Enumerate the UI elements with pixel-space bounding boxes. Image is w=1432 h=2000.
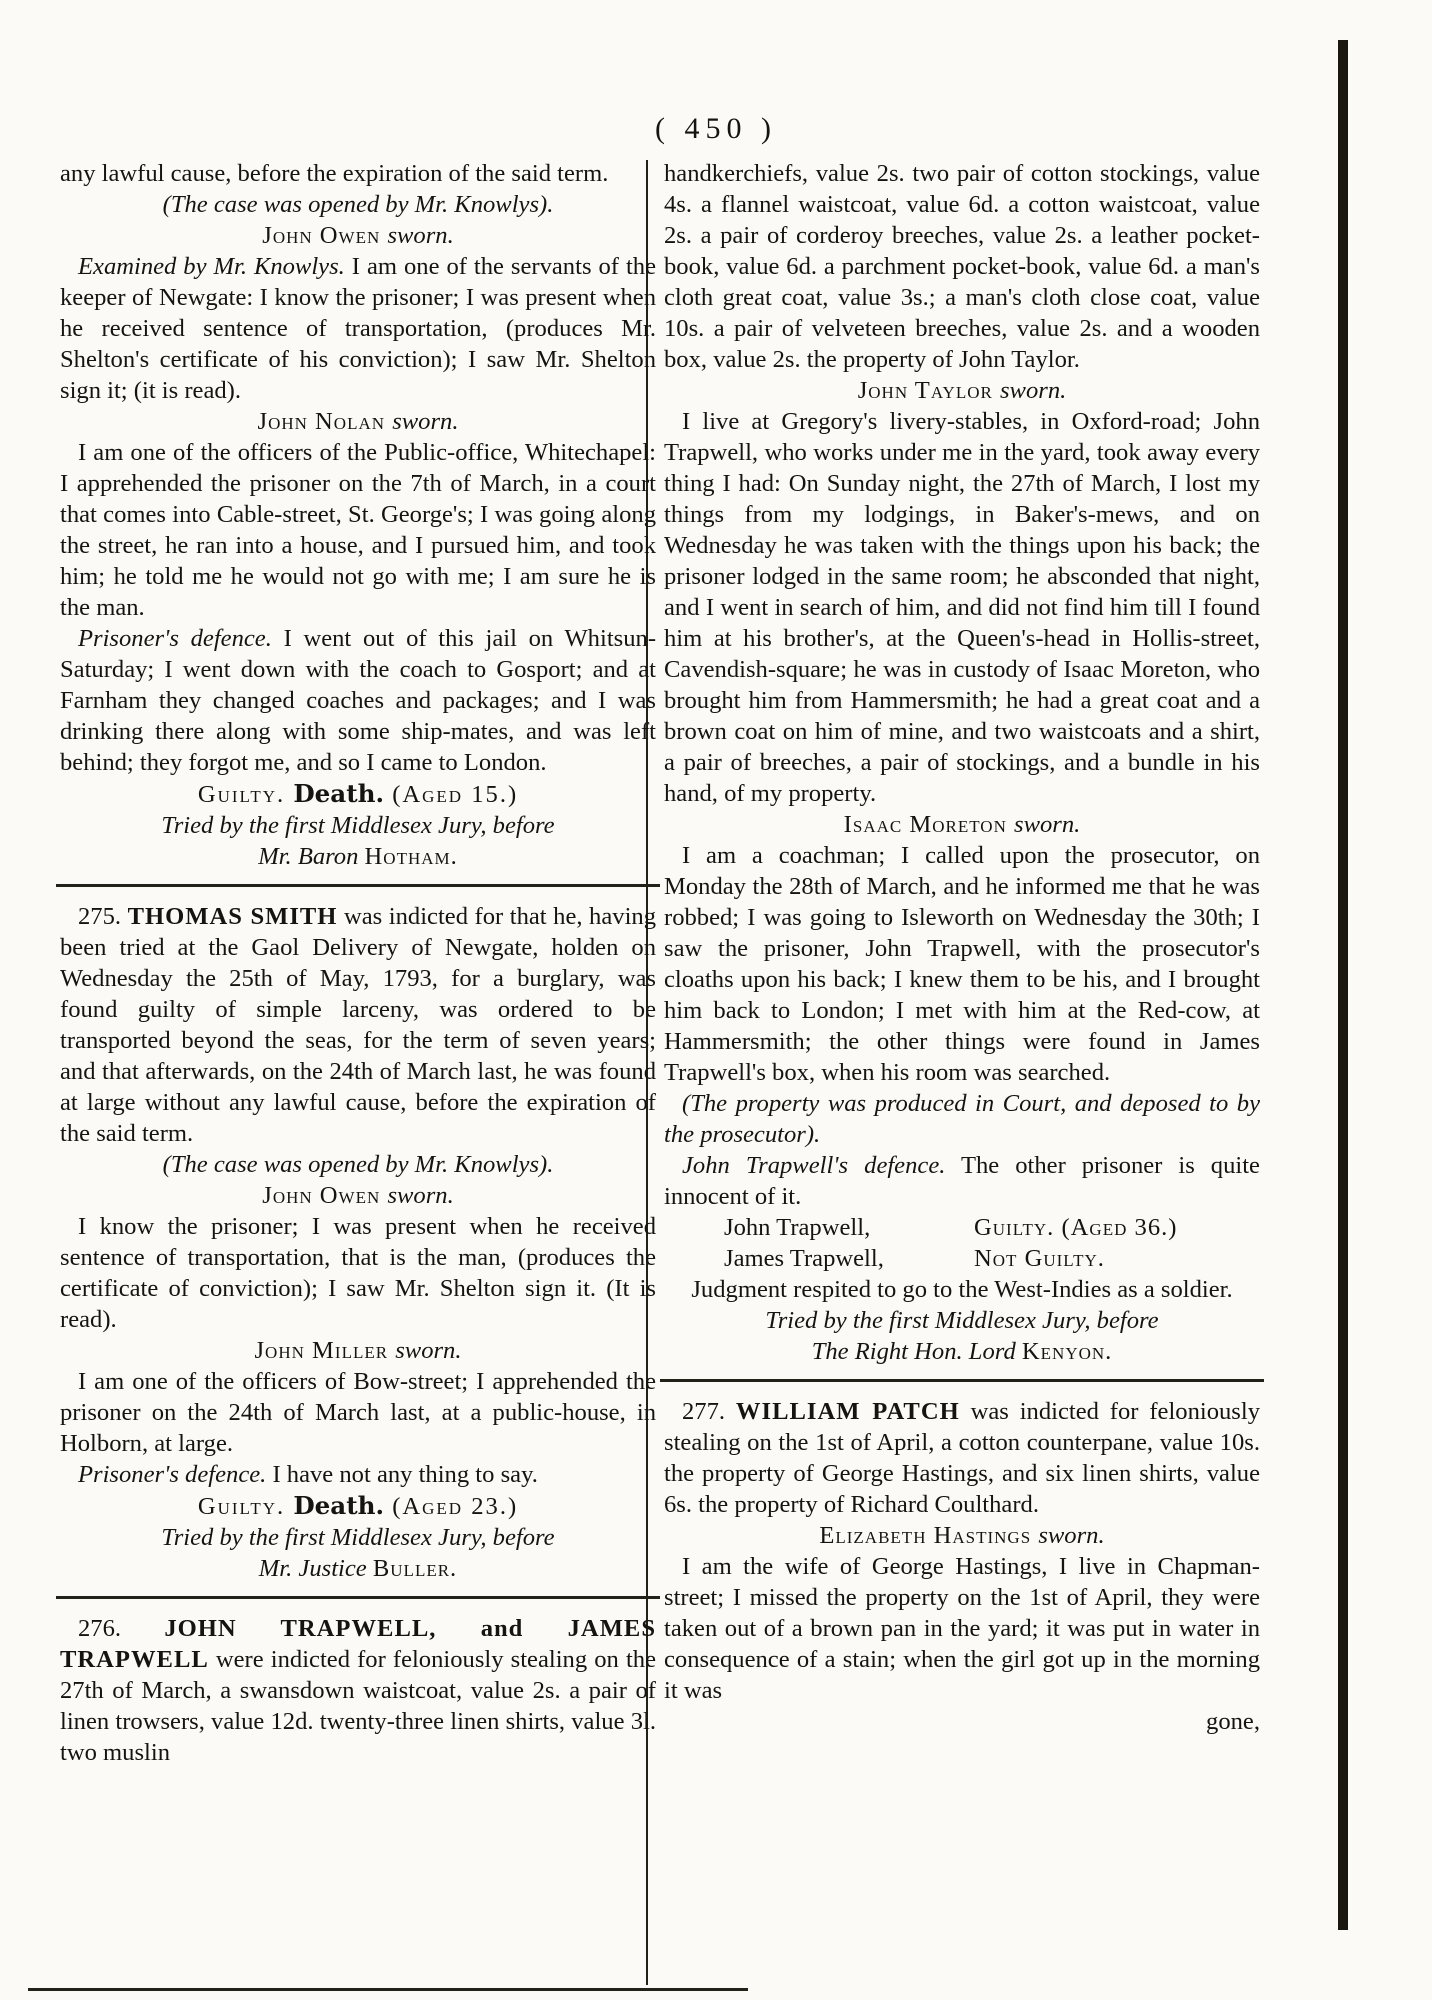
judge-name: Kenyon. [1021, 1338, 1113, 1365]
catchword: gone, [1206, 1708, 1260, 1735]
age: (Aged 23.) [392, 1493, 519, 1520]
witness-heading [664, 809, 1260, 840]
witness-heading [60, 1335, 656, 1366]
judge-line [664, 1336, 1260, 1367]
defendant-name: James Trapwell, [724, 1245, 884, 1272]
witness-name: John Owen [262, 222, 381, 249]
judge-name: Buller. [372, 1555, 458, 1582]
continuation-text: handkerchiefs, value 2s. two pair of cotton stockings, value 4s. a flannel waistcoat, value 6d. a cotton waistcoat, value 2s. a pair of corderoy breeches, value 2s. a leather pocket-book, value 6d. a parchment pocket-book, value 6d. a man's cloth great coat, value 3s.; a man's cloth close coat, value 10s. a pair of velveteen breeches, value 2s. and a wooden box, value 2s. the property of John Taylor. [664, 160, 1260, 373]
examined-label: Examined by Mr. Knowlys. [78, 253, 345, 280]
bottom-rule [28, 1988, 748, 1991]
case-number: 276. [78, 1615, 122, 1642]
defence-label: John Trapwell's defence. [682, 1152, 946, 1179]
sworn-label: sworn. [387, 222, 454, 249]
testimony-text: I know the prisoner; I was present when he received sentence of transportation, that is the man, (produces the certificate of conviction); I saw Mr. Shelton sign it. (It is read). [60, 1213, 656, 1333]
sworn-label: sworn. [1014, 811, 1081, 838]
verdict: Guilty. [197, 781, 286, 808]
case-divider [56, 1596, 660, 1599]
testimony-text: I am one of the officers of Bow-street; I apprehended the prisoner on the 24th of March last, at a public-house, in Holborn, at large. [60, 1368, 656, 1457]
defence [60, 1459, 656, 1490]
testimony-text: I am one of the servants of the keeper of Newgate: I know the prisoner; I was present when he received sentence of transportation, (produces Mr. Shelton's certificate of his conviction); I saw Mr. Shelton sign it; (it is read). [60, 253, 656, 404]
defence-text: I went out of this jail on Whitsun-Saturday; I went down with the coach to Gosport; and at Farnham they changed coaches and packages; and I was drinking there along with some ship-mates, and was left behind; they forgot me, and so I came to London. [60, 625, 657, 776]
verdict: Guilty. [197, 1493, 286, 1520]
witness-name: Isaac Moreton [843, 811, 1007, 838]
verdict-line [60, 778, 656, 810]
witness-name: John Nolan [257, 408, 386, 435]
defendant-name: JOHN TRAPWELL, and JAMES TRAPWELL [60, 1615, 656, 1673]
judge-prefix: Mr. Baron [258, 843, 359, 870]
judgment-text: Judgment respited to go to the West-Indies as a soldier. [691, 1276, 1233, 1303]
right-column [664, 158, 1260, 1737]
defence-label: Prisoner's defence. [78, 625, 272, 652]
page-number: ( 450 ) [655, 112, 777, 145]
judge-prefix: The Right Hon. Lord [811, 1338, 1016, 1365]
sworn-label: sworn. [387, 1182, 454, 1209]
property-note: (The property was produced in Court, and deposed to by the prosecutor). [664, 1090, 1260, 1148]
judge-prefix: Mr. Justice [258, 1555, 367, 1582]
verdict: Not Guilty. [974, 1245, 1105, 1272]
sworn-label: sworn. [395, 1337, 462, 1364]
testimony-text: I live at Gregory's livery-stables, in Oxford-road; John Trapwell, who works under me in the yard, took away every thing I had: On Sunday night, the 27th of March, I lost my things from my lodgings, in Baker's-mews, and on Wednesday he was taken with the things upon his back; the prisoner lodged in the same room; he absconded that night, and I went in search of him, and did not find him till I found him at his brother's, at the Queen's-head in Hollis-street, Cavendish-square; he was in custody of Isaac Moreton, who brought him from Hammersmith; he had a great coat and a brown coat on him of mine, and two waistcoats and a shirt, a pair of breeches, a pair of stockings, and a bundle in his hand, of my property. [664, 408, 1260, 807]
defendant-name: John Trapwell, [724, 1214, 871, 1241]
witness-heading [664, 1520, 1260, 1551]
defence-label: Prisoner's defence. [78, 1461, 267, 1488]
defence [60, 623, 656, 778]
binding-edge [1338, 40, 1348, 1930]
witness-heading [60, 220, 656, 251]
age: (Aged 15.) [392, 781, 519, 808]
witness-heading [664, 375, 1260, 406]
verdict-table [664, 1212, 1260, 1274]
case-number: 277. [682, 1398, 726, 1425]
defence [664, 1150, 1260, 1212]
tried-by: Tried by the first Middlesex Jury, before [161, 812, 555, 839]
case-divider [660, 1379, 1264, 1382]
defendant-name: THOMAS SMITH [127, 903, 338, 930]
witness-heading [60, 1180, 656, 1211]
testimony-text: I am a coachman; I called upon the prosecutor, on Monday the 28th of March, and he informed me that he was robbed; I was going to Isleworth on Wednesday the 30th; I saw the prisoner, John Trapwell, with the prosecutor's cloaths upon his back; I knew them to be his, and I brought him back to London; I met with him at the Red-cow, at Hammersmith; the other things were found in James Trapwell's box, when his room was searched. [664, 842, 1260, 1086]
sworn-label: sworn. [1038, 1522, 1105, 1549]
sentence: Death. [293, 1491, 385, 1520]
witness-name: John Owen [262, 1182, 381, 1209]
sworn-label: sworn. [392, 408, 459, 435]
defence-text: I have not any thing to say. [272, 1461, 538, 1488]
case-opened-note: (The case was opened by Mr. Knowlys). [162, 1151, 554, 1178]
case-opened-note: (The case was opened by Mr. Knowlys). [162, 191, 554, 218]
verdict-line [60, 1490, 656, 1522]
indictment-text: was indicted for feloniously stealing on the 1st of April, a cotton counterpane, value 10s. the property of George Hastings, and six linen shirts, value 6s. the property of Richard Coulthard. [664, 1398, 1261, 1518]
tried-by: Tried by the first Middlesex Jury, before [765, 1307, 1159, 1334]
indictment-text: was indicted for that he, having been tried at the Gaol Delivery of Newgate, holden on Wednesday the 25th of May, 1793, for a burglary, was found guilty of simple larceny, was ordered to be transported beyond the seas, for the term of seven years; and that afterwards, on the 24th of March last, he was found at large without any lawful cause, before the expiration of the said term. [60, 903, 656, 1147]
testimony-text: I am the wife of George Hastings, I live in Chapman-street; I missed the property on the 1st of April, they were taken out of a brown pan in the yard; it was put in water in consequence of a stain; when the girl got up in the morning it was [664, 1553, 1260, 1704]
case-number: 275. [78, 903, 122, 930]
witness-name: John Taylor [857, 377, 993, 404]
testimony-text: I am one of the officers of the Public-office, Whitechapel: I apprehended the prisoner on the 7th of March, in a court that comes into Cable-street, St. George's; I was going along the street, he ran into a house, and I pursued him, and took him; he told me he would not go with me; I am sure he is the man. [60, 439, 656, 621]
case-277 [664, 1396, 1260, 1520]
sentence: Death. [293, 779, 385, 808]
case-divider [56, 884, 660, 887]
defence-text: The other prisoner is quite innocent of it. [664, 1152, 1260, 1210]
witness-name: Elizabeth Hastings [819, 1522, 1032, 1549]
continuation-text: any lawful cause, before the expiration of the said term. [60, 160, 609, 187]
defendant-name: WILLIAM PATCH [735, 1398, 960, 1425]
testimony [60, 251, 656, 406]
left-column [60, 158, 656, 1768]
witness-name: John Miller [254, 1337, 389, 1364]
judge-line [60, 1553, 656, 1584]
indictment-text: were indicted for feloniously stealing on the 27th of March, a swansdown waistcoat, value 2s. a pair of linen trowsers, value 12d. twenty-three linen shirts, value 3l. two muslin [60, 1646, 656, 1766]
tried-by: Tried by the first Middlesex Jury, before [161, 1524, 555, 1551]
judge-name: Hotham. [364, 843, 458, 870]
sworn-label: sworn. [999, 377, 1067, 404]
witness-heading [60, 406, 656, 437]
verdict: Guilty. (Aged 36.) [974, 1214, 1178, 1241]
case-276 [60, 1613, 656, 1768]
case-275 [60, 901, 656, 1149]
judge-line [60, 841, 656, 872]
